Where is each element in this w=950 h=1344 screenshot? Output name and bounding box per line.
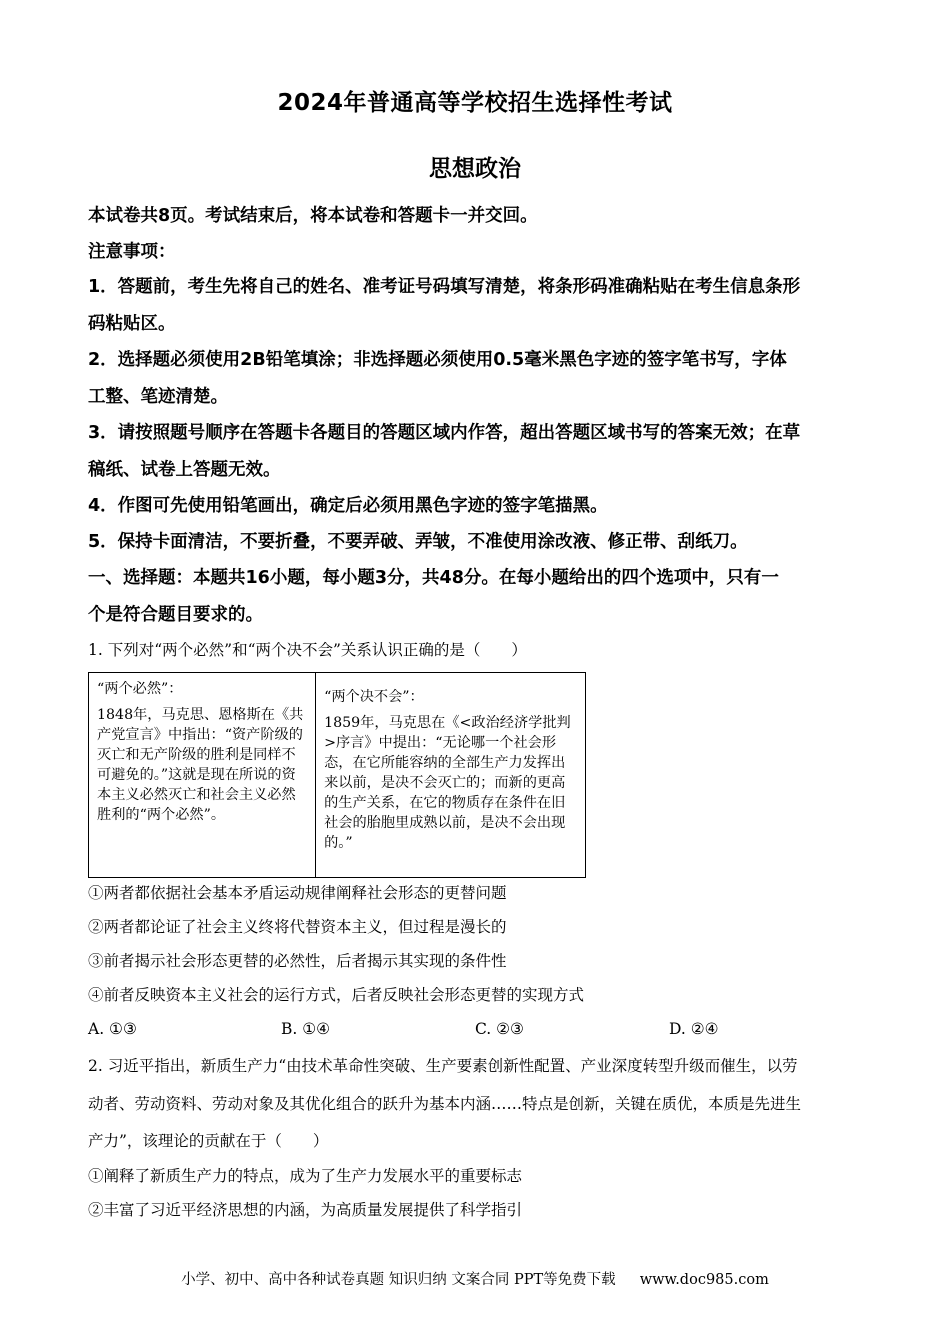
notice-line: 稿纸、试卷上答题无效。: [88, 460, 281, 480]
footer-text: 小学、初中、高中各种试卷真题 知识归纳 文案合同 PPT等免费下载: [181, 1272, 616, 1288]
statement: ①阐释了新质生产力的特点，成为了生产力发展水平的重要标志: [88, 1167, 523, 1185]
statement: ④前者反映资本主义社会的运行方式，后者反映社会形态更替的实现方式: [88, 986, 585, 1004]
quote-heading: “两个必然”：: [97, 681, 183, 697]
footer-link[interactable]: www.doc985.com: [639, 1272, 769, 1288]
option-c[interactable]: C. ②③: [475, 1020, 524, 1038]
statement: ②两者都论证了社会主义终将代替资本主义，但过程是漫长的: [88, 918, 507, 936]
exam-title: 2024年普通高等学校招生选择性考试: [277, 90, 673, 116]
quote-text: 1848年，马克思、恩格斯在《共产党宣言》中指出：“资产阶级的灭亡和无产阶级的胜利是同样不可避免的。”这就是现在所说的资本主义必然灭亡和社会主义必然胜利的“两个必然”。: [97, 707, 304, 823]
notice-line: 2．选择题必须使用2B铅笔填涂；非选择题必须使用0.5毫米黑色字迹的签字笔书写，字体: [88, 350, 787, 370]
question-1-stem: 1. 下列对“两个必然”和“两个决不会”关系认识正确的是（ ）: [88, 641, 527, 659]
statement: ③前者揭示社会形态更替的必然性，后者揭示其实现的条件性: [88, 952, 507, 970]
quote-cell-two-inevitables: [89, 673, 316, 877]
quote-table: [88, 672, 586, 878]
option-a[interactable]: A. ①③: [88, 1020, 137, 1038]
notice-line: 4．作图可先使用铅笔画出，确定后必须用黑色字迹的签字笔描黑。: [88, 496, 608, 516]
quote-text: 1859年，马克思在《<政治经济学批判>序言》中提出：“无论哪一个社会形态，在它所能容纳的全部生产力发挥出来以前，是决不会灭亡的；而新的更高的生产关系，在它的物质存在条件在旧社会的胎胞里成熟以前，是决不会出现的。”: [324, 715, 571, 851]
page-footer: [0, 1268, 950, 1289]
notice-line: 工整、笔迹清楚。: [88, 387, 228, 407]
notice-line: 码粘贴区。: [88, 314, 176, 334]
question-2-stem: 2. 习近平指出，新质生产力“由技术革命性突破、生产要素创新性配置、产业深度转型升级而催生，以劳: [88, 1057, 798, 1075]
section-heading: 一、选择题：本题共16小题，每小题3分，共48分。在每小题给出的四个选项中，只有一: [88, 568, 779, 588]
option-d[interactable]: D. ②④: [669, 1020, 719, 1038]
question-2-stem: 动者、劳动资料、劳动对象及其优化组合的跃升为基本内涵……特点是创新，关键在质优，本质是先进生: [88, 1095, 802, 1113]
notice-heading: 注意事项：: [88, 242, 176, 262]
statement: ①两者都依据社会基本矛盾运动规律阐释社会形态的更替问题: [88, 884, 507, 902]
option-b[interactable]: B. ①④: [281, 1020, 331, 1038]
notice-line: 3．请按照题号顺序在答题卡各题目的答题区域内作答，超出答题区域书写的答案无效；在草: [88, 423, 801, 443]
quote-heading: “两个决不会”：: [324, 689, 424, 705]
quote-cell-two-nevers: [316, 673, 585, 877]
section-heading-cont: 个是符合题目要求的。: [88, 605, 263, 625]
question-2-stem: 产力”，该理论的贡献在于（ ）: [88, 1132, 329, 1150]
subject-title: 思想政治: [429, 156, 521, 182]
notice-line: 1．答题前，考生先将自己的姓名、准考证号码填写清楚，将条形码准确粘贴在考生信息条形: [88, 277, 801, 297]
statement: ②丰富了习近平经济思想的内涵，为高质量发展提供了科学指引: [88, 1201, 523, 1219]
notice-line: 5．保持卡面清洁，不要折叠，不要弄破、弄皱，不准使用涂改液、修正带、刮纸刀。: [88, 532, 748, 552]
exam-intro: 本试卷共8页。考试结束后，将本试卷和答题卡一并交回。: [88, 206, 538, 226]
answer-options: [88, 1014, 868, 1044]
